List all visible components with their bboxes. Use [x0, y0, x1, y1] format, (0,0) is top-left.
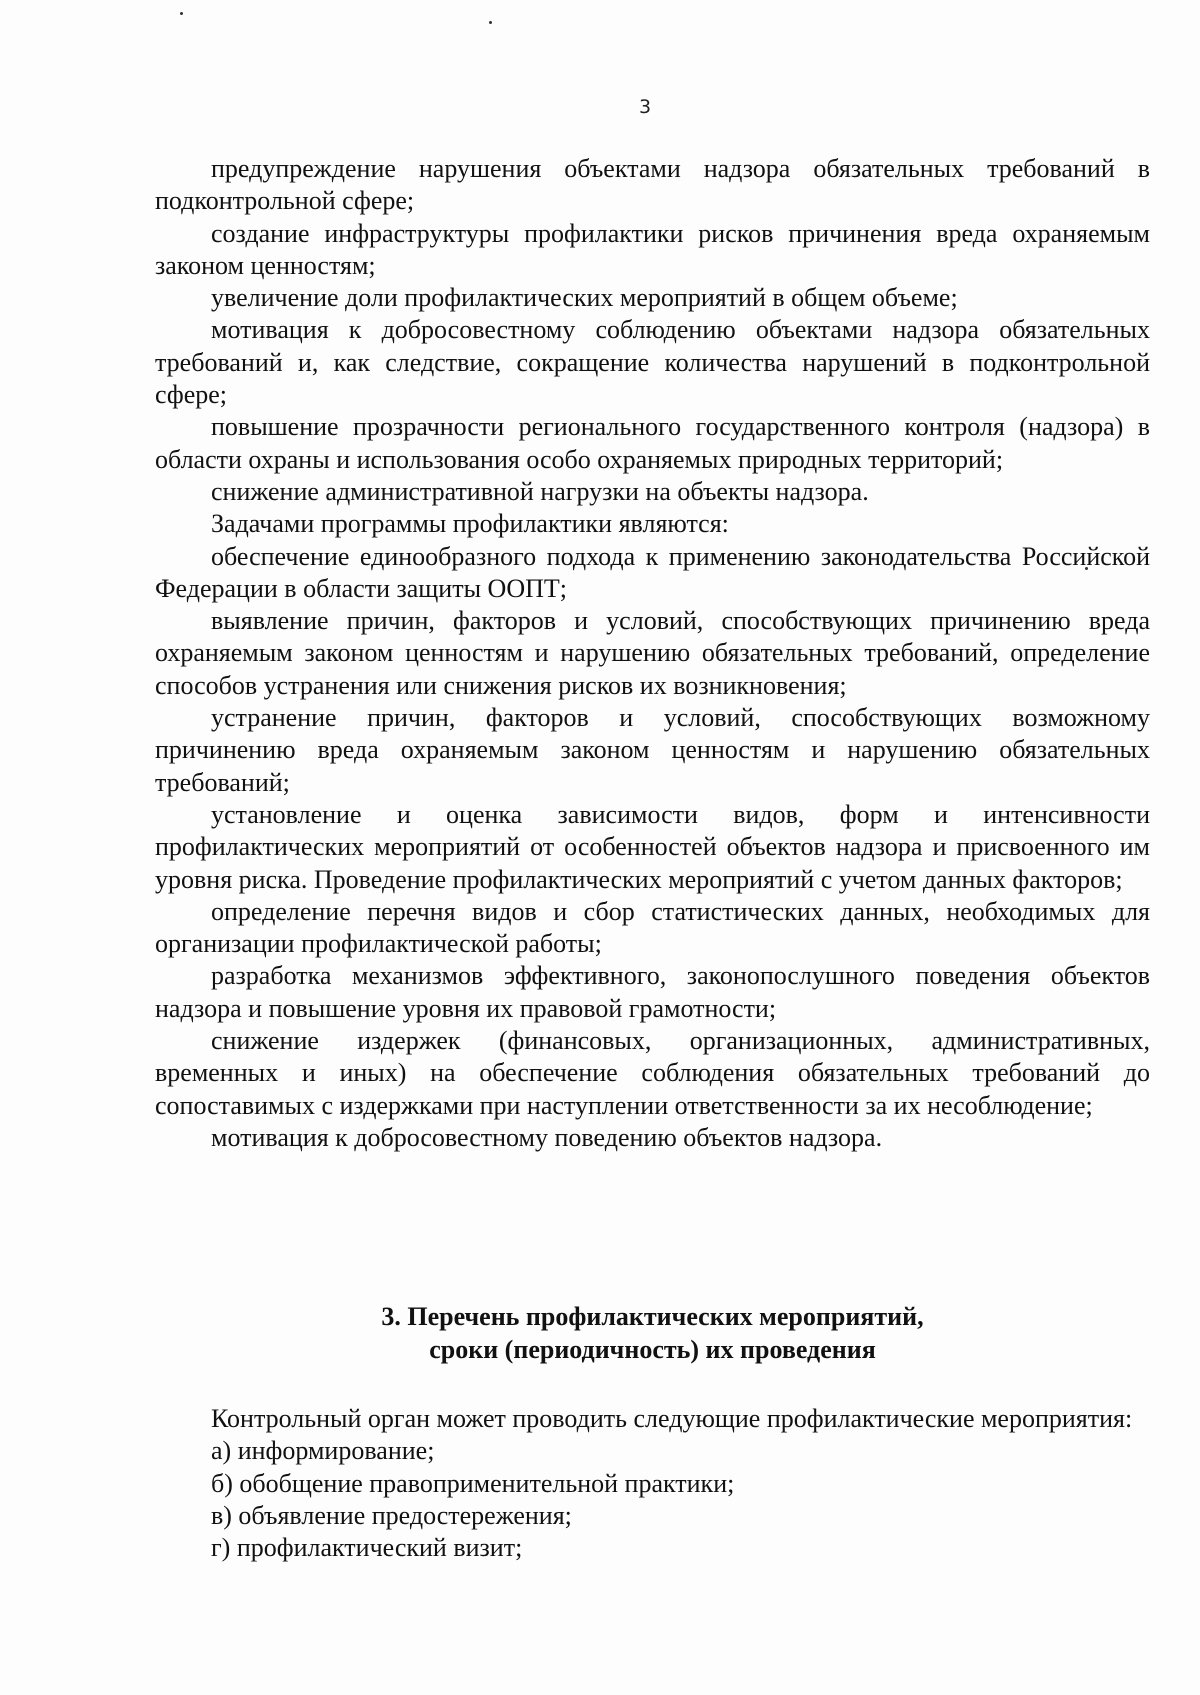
paragraph: мотивация к добросовестному поведению объектов надзора. — [211, 1122, 883, 1152]
list-item: а) информирование; — [211, 1436, 435, 1466]
paragraph: снижение издержек (финансовых, организационных, административных, временных и иных) на обеспечение соблюдения обязательных требований до сопоставимых с издержками при наступлении ответственности за их несоблюдение; — [155, 1026, 1150, 1120]
paragraph: выявление причин, факторов и условий, способствующих причинению вреда охраняемым законом ценностям и нарушению обязательных требований, определение способов устранения или снижения рисков их возникновения; — [155, 606, 1150, 700]
list-item: в) объявление предостережения; — [211, 1500, 572, 1530]
paragraph: Задачами программы профилактики являются: — [211, 509, 729, 539]
list-item: г) профилактический визит; — [211, 1533, 523, 1563]
scan-speck — [489, 21, 492, 24]
paragraph: повышение прозрачности регионального государственного контроля (надзора) в области охраны и использования особо охраняемых природных территорий; — [155, 412, 1150, 474]
paragraph: создание инфраструктуры профилактики рисков причинения вреда охраняемым законом ценностям; — [155, 218, 1150, 280]
section-heading-line: сроки (периодичность) их проведения — [429, 1335, 876, 1364]
section-body — [155, 1403, 1150, 1564]
section-intro: Контрольный орган может проводить следующие профилактические мероприятия: — [211, 1404, 1133, 1433]
paragraph: предупреждение нарушения объектами надзора обязательных требований в подконтрольной сфере; — [155, 154, 1150, 216]
page-number: 3 — [638, 96, 652, 118]
paragraph: мотивация к добросовестному соблюдению объектами надзора обязательных требований и, как следствие, сокращение количества нарушений в подконтрольной сфере; — [155, 315, 1150, 410]
paragraph: увеличение доли профилактических мероприятий в общем объеме; — [211, 283, 958, 313]
paragraph: установление и оценка зависимости видов, форм и интенсивности профилактических мероприятий от особенностей объектов надзора и присвоенного им уровня риска. Проведение профилактических мероприятий с учетом данных факторов; — [155, 799, 1150, 894]
paragraph: снижение административной нагрузки на объекты надзора. — [211, 476, 869, 506]
paragraph: обеспечение единообразного подхода к применению законодательства Российской Федерации в области защиты ООПТ; — [155, 541, 1150, 603]
paragraph: разработка механизмов эффективного, законопослушного поведения объектов надзора и повышение уровня их правовой грамотности; — [155, 961, 1150, 1023]
scan-speck — [180, 12, 183, 15]
paragraph: определение перечня видов и сбор статистических данных, необходимых для организации профилактической работы; — [155, 896, 1150, 959]
paragraph: устранение причин, факторов и условий, способствующих возможному причинению вреда охраняемым законом ценностям и нарушению обязательных требований; — [155, 703, 1150, 797]
body-text — [155, 153, 1150, 1154]
list-item: б) обобщение правоприменительной практики; — [211, 1468, 735, 1498]
section-heading-line: 3. Перечень профилактических мероприятий, — [381, 1302, 924, 1331]
section-heading — [155, 1300, 1150, 1366]
